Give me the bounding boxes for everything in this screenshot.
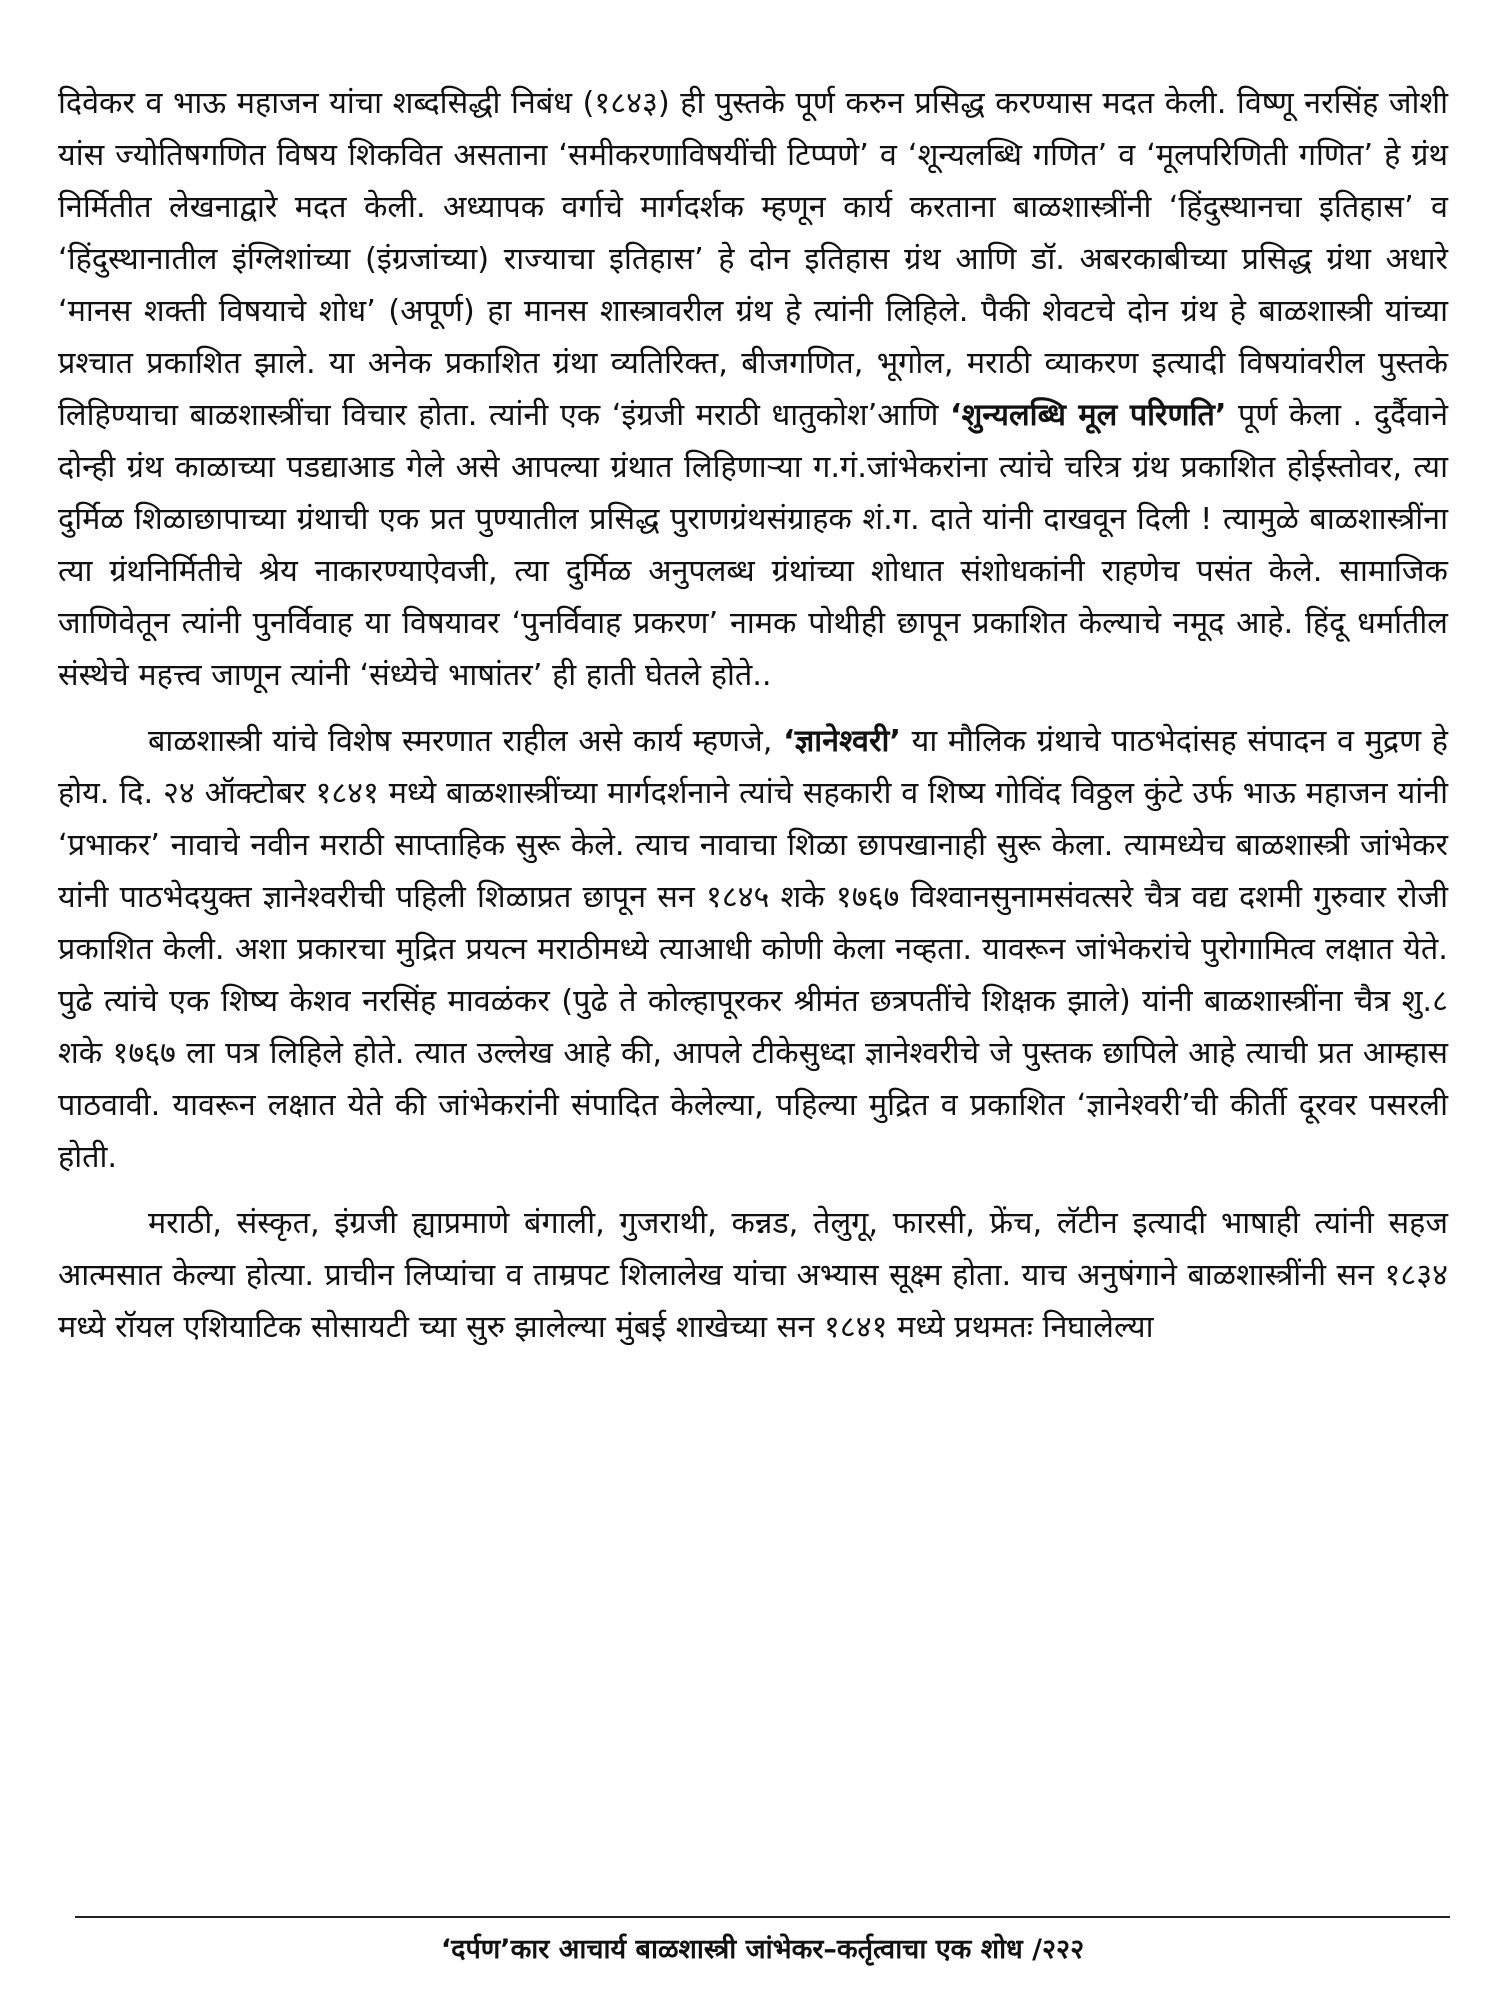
footer-divider [75,1916,1450,1918]
paragraph-2 [58,716,1448,1184]
paragraph-2-text-b: या मौलिक ग्रंथाचे पाठभेदांसह संपादन व मुद्रण हे होय. दि. २४ ऑक्टोबर १८४१ मध्ये बाळशास्त्रींच्या मार्गदर्शनाने त्यांचे सहकारी व शिष्य गोविंद विठ्ठल कुंटे उर्फ भाऊ महाजन यांनी ‘प्रभाकर’ नावाचे नवीन मराठी साप्ताहिक सुरू केले. त्याच नावाचा शिळा छापखानाही सुरू केला. त्यामध्येच बाळशास्त्री जांभेकर यांनी पाठभेदयुक्त ज्ञानेश्वरीची पहिली शिळाप्रत छापून सन १८४५ शके १७६७ विश्वानसुनामसंवत्सरे चैत्र वद्य दशमी गुरुवार रोजी प्रकाशित केली. अशा प्रकारचा मुद्रित प्रयत्न मराठीमध्ये त्याआधी कोणी केला नव्हता. यावरून जांभेकरांचे पुरोगामित्व लक्षात येते. पुढे त्यांचे एक शिष्य केशव नरसिंह मावळंकर (पुढे ते कोल्हापूरकर श्रीमंत छत्रपतींचे शिक्षक झाले) यांनी बाळशास्त्रींना चैत्र शु.८ शके १७६७ ला पत्र लिहिले होते. त्यात उल्लेख आहे की, आपले टीकेसुध्दा ज्ञानेश्वरीचे जे पुस्तक छापिले आहे त्याची प्रत आम्हास पाठवावी. यावरून लक्षात येते की जांभेकरांनी संपादित केलेल्या, पहिल्या मुद्रित व प्रकाशित ‘ज्ञानेश्वरी’ची कीर्ती दूरवर पसरली होती. [58,724,1448,1175]
paragraph-2-text-a: बाळशास्त्री यांचे विशेष स्मरणात राहील असे कार्य म्हणजे, [148,724,784,759]
paragraph-1-bold-title: ‘शुन्यलब्धि मूल परिणति’ [949,398,1227,433]
paragraph-1 [58,78,1448,702]
paragraph-2-bold-title: ‘ज्ञानेश्वरी’ [783,724,901,759]
document-body [58,78,1448,1354]
page-footer: ‘दर्पण’कार आचार्य बाळशास्त्री जांभेकर–कर्तृत्वाचा एक शोध /२२२ [440,1934,1085,1965]
paragraph-1-text-a: दिवेकर व भाऊ महाजन यांचा शब्दसिद्धी निबंध (१८४३) ही पुस्तके पूर्ण करुन प्रसिद्ध करण्यास मदत केली. विष्णू नरसिंह जोशी यांस ज्योतिषगणित विषय शिकवित असताना ‘समीकरणाविषयींची टिप्पणे’ व ‘शून्यलब्धि गणित’ व ‘मूलपरिणिती गणित’ हे ग्रंथ निर्मितीत लेखनाद्वारे मदत केली. अध्यापक वर्गाचे मार्गदर्शक म्हणून कार्य करताना बाळशास्त्रींनी ‘हिंदुस्थानचा इतिहास’ व ‘हिंदुस्थानातील इंग्लिशांच्या (इंग्रजांच्या) राज्याचा इतिहास’ हे दोन इतिहास ग्रंथ आणि डॉ. अबरकाबीच्या प्रसिद्ध ग्रंथा अधारे ‘मानस शक्ती विषयाचे शोध’ (अपूर्ण) हा मानस शास्त्रावरील ग्रंथ हे त्यांनी लिहिले. पैकी शेवटचे दोन ग्रंथ हे बाळशास्त्री यांच्या प्रश्चात प्रकाशित झाले. या अनेक प्रकाशित ग्रंथा व्यतिरिक्त, बीजगणित, भूगोल, मराठी व्याकरण इत्यादी विषयांवरील पुस्तके लिहिण्याचा बाळशास्त्रींचा विचार होता. त्यांनी एक ‘इंग्रजी मराठी धातुकोश’आणि [58,86,1448,433]
paragraph-1-text-b: पूर्ण केला . दुर्दैवाने दोन्ही ग्रंथ काळाच्या पडद्याआड गेले असे आपल्या ग्रंथात लिहिणाऱ्या ग.गं.जांभेकरांना त्यांचे चरित्र ग्रंथ प्रकाशित होईस्तोवर, त्या दुर्मिळ शिळाछापाच्या ग्रंथाची एक प्रत पुण्यातील प्रसिद्ध पुराणग्रंथसंग्राहक शं.ग. दाते यांनी दाखवून दिली ! त्यामुळे बाळशास्त्रींना त्या ग्रंथनिर्मितीचे श्रेय नाकारण्याऐवजी, त्या दुर्मिळ अनुपलब्ध ग्रंथांच्या शोधात संशोधकांनी राहणेच पसंत केले. सामाजिक जाणिवेतून त्यांनी पुनर्विवाह या विषयावर ‘पुनर्विवाह प्रकरण’ नामक पोथीही छापून प्रकाशित केल्याचे नमूद आहे. हिंदू धर्मातील संस्थेचे महत्त्व जाणून त्यांनी ‘संध्येचे भाषांतर’ ही हाती घेतले होते.. [58,398,1449,693]
paragraph-3-text: मराठी, संस्कृत, इंग्रजी ह्याप्रमाणे बंगाली, गुजराथी, कन्नड, तेलुगू, फारसी, फ्रेंच, लॅटीन इत्यादी भाषाही त्यांनी सहज आत्मसात केल्या होत्या. प्राचीन लिप्यांचा व ताम्रपट शिलालेख यांचा अभ्यास सूक्ष्म होता. याच अनुषंगाने बाळशास्त्रींनी सन १८३४ मध्ये रॉयल एशियाटिक सोसायटी च्या सुरु झालेल्या मुंबई शाखेच्या सन १८४१ मध्ये प्रथमतः निघालेल्या [58,1206,1448,1345]
paragraph-3 [58,1198,1448,1354]
